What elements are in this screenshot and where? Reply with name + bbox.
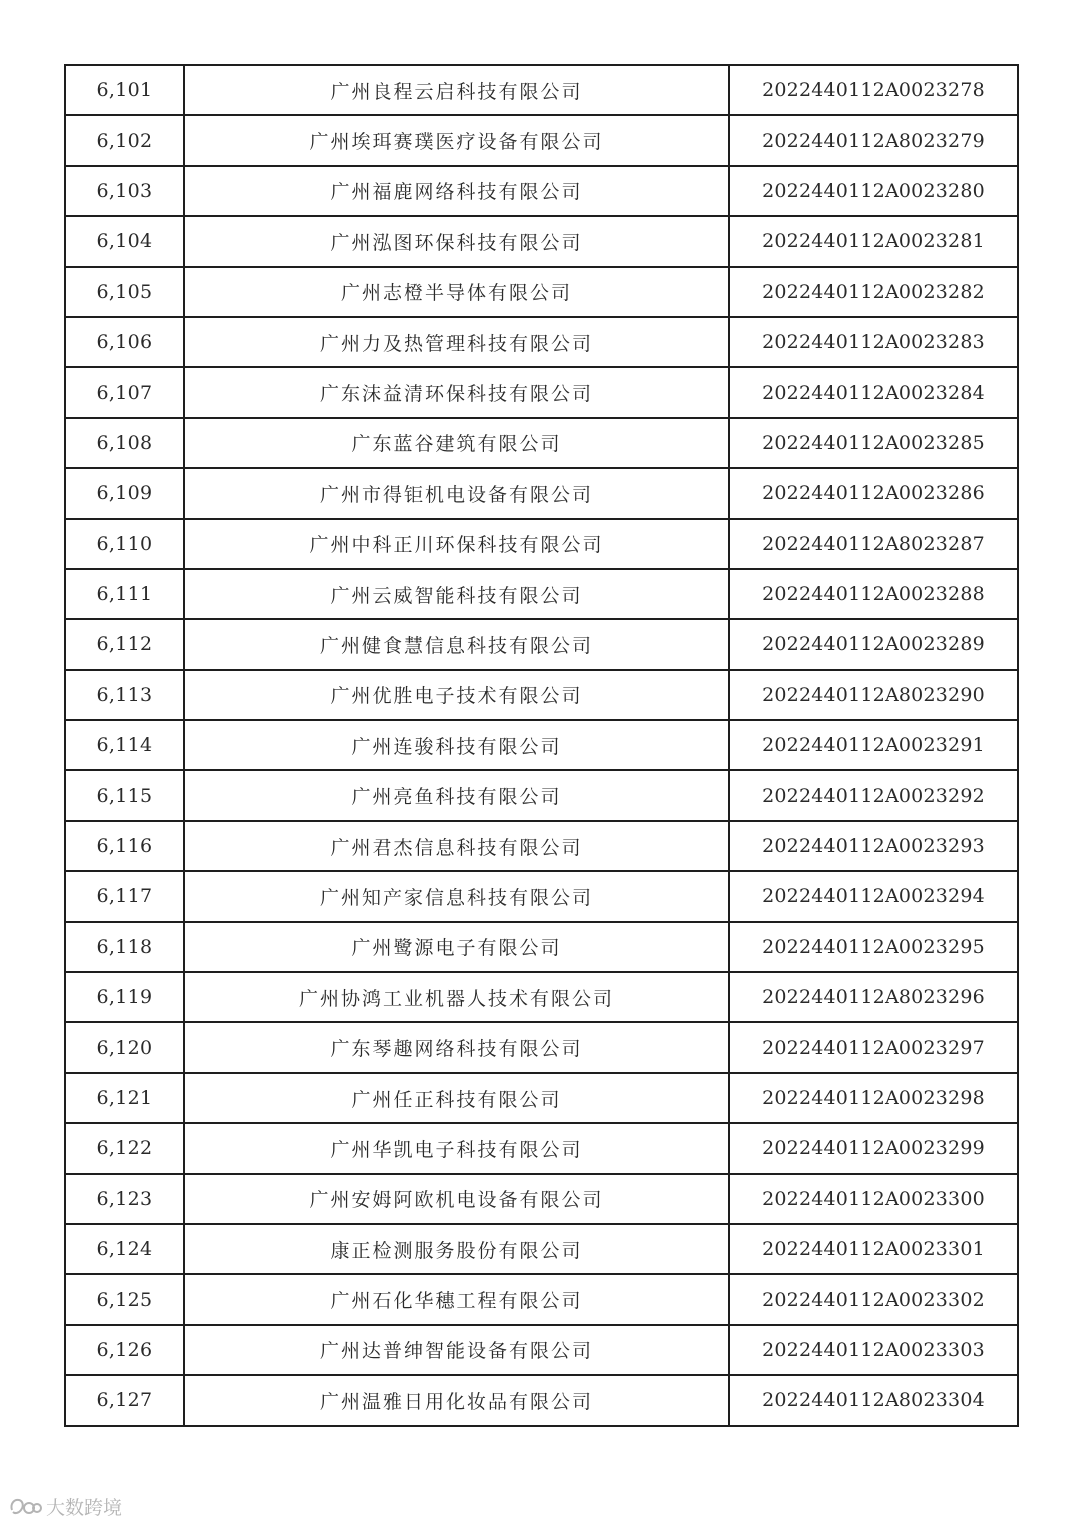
row-number: 6,108 <box>65 418 184 468</box>
company-name: 广州安姆阿欧机电设备有限公司 <box>184 1174 729 1224</box>
row-number: 6,106 <box>65 317 184 367</box>
brand-logo-icon <box>8 1496 42 1518</box>
company-name: 广东沫益清环保科技有限公司 <box>184 367 729 417</box>
table-row <box>65 922 1018 972</box>
company-name: 广州福鹿网络科技有限公司 <box>184 166 729 216</box>
company-name: 广州云威智能科技有限公司 <box>184 569 729 619</box>
table-row <box>65 1022 1018 1072</box>
registration-code: 2022440112A0023292 <box>729 770 1018 820</box>
registration-code: 2022440112A0023280 <box>729 166 1018 216</box>
table-row <box>65 1325 1018 1375</box>
table-row <box>65 871 1018 921</box>
table-row <box>65 65 1018 115</box>
company-name: 广州良程云启科技有限公司 <box>184 65 729 115</box>
table-row <box>65 418 1018 468</box>
row-number: 6,115 <box>65 770 184 820</box>
row-number: 6,102 <box>65 115 184 165</box>
company-name: 广州亮鱼科技有限公司 <box>184 770 729 820</box>
registration-code: 2022440112A0023289 <box>729 619 1018 669</box>
table-row <box>65 1073 1018 1123</box>
row-number: 6,120 <box>65 1022 184 1072</box>
company-name: 广东蓝谷建筑有限公司 <box>184 418 729 468</box>
row-number: 6,127 <box>65 1375 184 1425</box>
row-number: 6,113 <box>65 670 184 720</box>
company-name: 广州鹭源电子有限公司 <box>184 922 729 972</box>
registration-code: 2022440112A0023278 <box>729 65 1018 115</box>
registration-code: 2022440112A0023283 <box>729 317 1018 367</box>
row-number: 6,124 <box>65 1224 184 1274</box>
company-name: 广东琴趣网络科技有限公司 <box>184 1022 729 1072</box>
registration-code: 2022440112A0023302 <box>729 1274 1018 1324</box>
row-number: 6,118 <box>65 922 184 972</box>
company-name: 广州泓图环保科技有限公司 <box>184 216 729 266</box>
table-row <box>65 115 1018 165</box>
registration-code: 2022440112A0023298 <box>729 1073 1018 1123</box>
company-name: 广州中科正川环保科技有限公司 <box>184 519 729 569</box>
table-row <box>65 468 1018 518</box>
table-row <box>65 1123 1018 1173</box>
table-row <box>65 1174 1018 1224</box>
watermark-text: 大数跨境 <box>46 1497 123 1519</box>
company-name: 广州志橙半导体有限公司 <box>184 267 729 317</box>
registry-table <box>64 64 1019 1427</box>
registration-code: 2022440112A0023285 <box>729 418 1018 468</box>
row-number: 6,112 <box>65 619 184 669</box>
row-number: 6,119 <box>65 972 184 1022</box>
row-number: 6,125 <box>65 1274 184 1324</box>
table-row <box>65 670 1018 720</box>
table-row <box>65 367 1018 417</box>
registration-code: 2022440112A0023295 <box>729 922 1018 972</box>
table-row <box>65 720 1018 770</box>
company-name: 广州知产家信息科技有限公司 <box>184 871 729 921</box>
company-name: 广州任正科技有限公司 <box>184 1073 729 1123</box>
registration-code: 2022440112A0023281 <box>729 216 1018 266</box>
company-name: 广州优胜电子技术有限公司 <box>184 670 729 720</box>
row-number: 6,103 <box>65 166 184 216</box>
row-number: 6,114 <box>65 720 184 770</box>
row-number: 6,117 <box>65 871 184 921</box>
registration-code: 2022440112A8023287 <box>729 519 1018 569</box>
table-row <box>65 166 1018 216</box>
table-row <box>65 1224 1018 1274</box>
table-row <box>65 972 1018 1022</box>
table-row <box>65 317 1018 367</box>
table-row <box>65 1375 1018 1425</box>
watermark <box>8 1493 122 1520</box>
company-name: 广州石化华穗工程有限公司 <box>184 1274 729 1324</box>
table-row <box>65 267 1018 317</box>
registration-code: 2022440112A0023282 <box>729 267 1018 317</box>
company-name: 广州华凯电子科技有限公司 <box>184 1123 729 1173</box>
company-name: 广州市得钜机电设备有限公司 <box>184 468 729 518</box>
table-row <box>65 216 1018 266</box>
company-name: 广州健食慧信息科技有限公司 <box>184 619 729 669</box>
company-name: 广州力及热管理科技有限公司 <box>184 317 729 367</box>
registration-code: 2022440112A0023300 <box>729 1174 1018 1224</box>
company-name: 广州温雅日用化妆品有限公司 <box>184 1375 729 1425</box>
row-number: 6,107 <box>65 367 184 417</box>
table-row <box>65 619 1018 669</box>
table-row <box>65 569 1018 619</box>
row-number: 6,105 <box>65 267 184 317</box>
registration-code: 2022440112A0023284 <box>729 367 1018 417</box>
registration-code: 2022440112A0023286 <box>729 468 1018 518</box>
registration-code: 2022440112A8023296 <box>729 972 1018 1022</box>
row-number: 6,104 <box>65 216 184 266</box>
row-number: 6,122 <box>65 1123 184 1173</box>
company-name: 广州埃珥赛璞医疗设备有限公司 <box>184 115 729 165</box>
company-name: 康正检测服务股份有限公司 <box>184 1224 729 1274</box>
company-name: 广州协鸿工业机器人技术有限公司 <box>184 972 729 1022</box>
row-number: 6,111 <box>65 569 184 619</box>
row-number: 6,109 <box>65 468 184 518</box>
table-body <box>65 65 1018 1426</box>
row-number: 6,126 <box>65 1325 184 1375</box>
registration-code: 2022440112A0023293 <box>729 821 1018 871</box>
registration-code: 2022440112A0023299 <box>729 1123 1018 1173</box>
registration-code: 2022440112A0023294 <box>729 871 1018 921</box>
table-row <box>65 1274 1018 1324</box>
registration-code: 2022440112A8023304 <box>729 1375 1018 1425</box>
table-row <box>65 821 1018 871</box>
company-name: 广州达普绅智能设备有限公司 <box>184 1325 729 1375</box>
registration-code: 2022440112A0023301 <box>729 1224 1018 1274</box>
registration-code: 2022440112A0023291 <box>729 720 1018 770</box>
row-number: 6,121 <box>65 1073 184 1123</box>
table-row <box>65 770 1018 820</box>
row-number: 6,123 <box>65 1174 184 1224</box>
table-row <box>65 519 1018 569</box>
company-name: 广州连骏科技有限公司 <box>184 720 729 770</box>
registration-code: 2022440112A0023297 <box>729 1022 1018 1072</box>
registration-code: 2022440112A8023290 <box>729 670 1018 720</box>
registration-code: 2022440112A8023279 <box>729 115 1018 165</box>
company-name: 广州君杰信息科技有限公司 <box>184 821 729 871</box>
registration-code: 2022440112A0023288 <box>729 569 1018 619</box>
row-number: 6,110 <box>65 519 184 569</box>
registration-code: 2022440112A0023303 <box>729 1325 1018 1375</box>
row-number: 6,116 <box>65 821 184 871</box>
row-number: 6,101 <box>65 65 184 115</box>
